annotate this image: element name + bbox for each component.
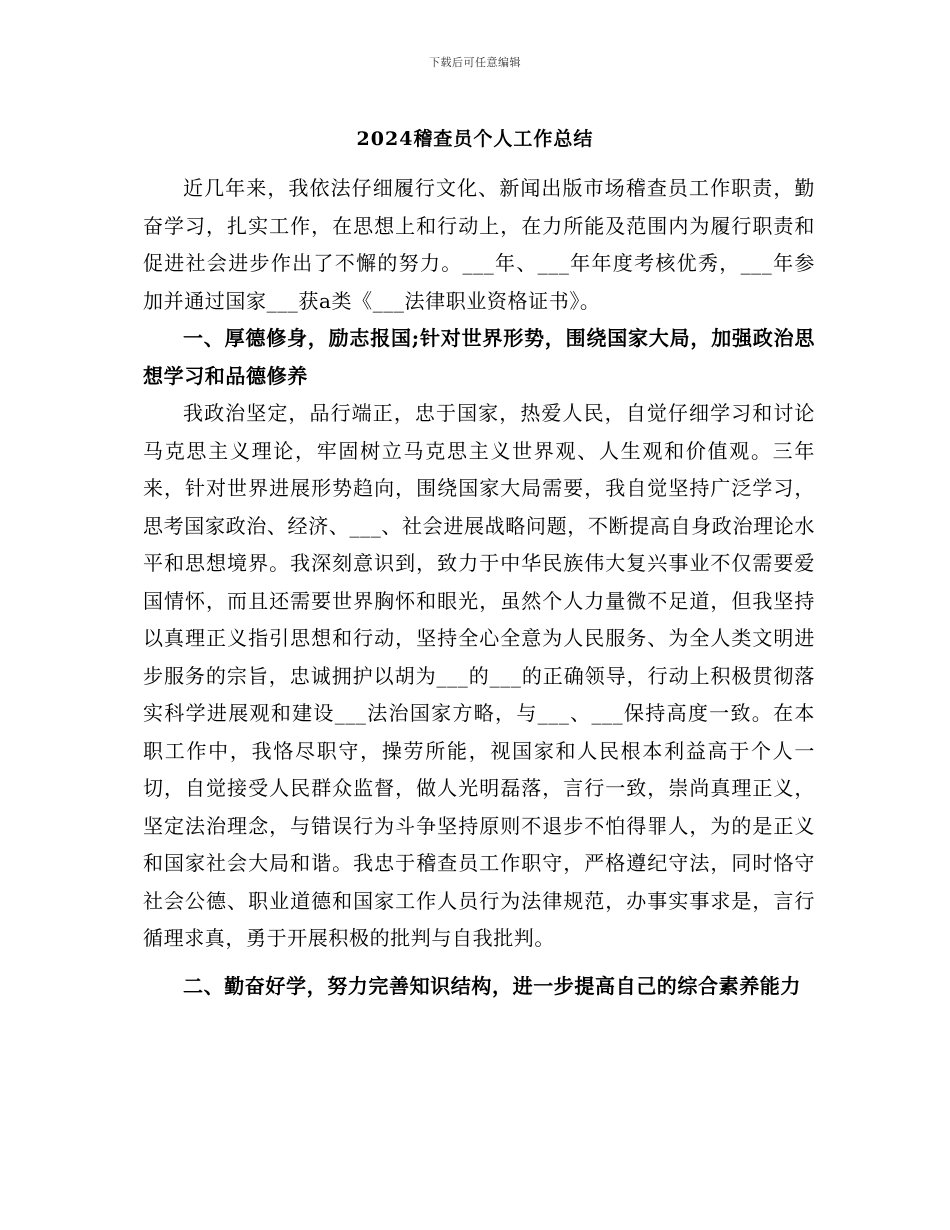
document-body bbox=[143, 170, 815, 1005]
section-2-heading: 二、勤奋好学，努力完善知识结构，进一步提高自己的综合素养能力 bbox=[183, 973, 801, 998]
section-1-heading: 一、厚德修身，励志报国;针对世界形势，围绕国家大局，加强政治思想学习和品德修养 bbox=[143, 326, 815, 388]
intro-paragraph: 近几年来，我依法仔细履行文化、新闻出版市场稽查员工作职责，勤奋学习，扎实工作，在思想上和行动上，在力所能及范围内为履行职责和促进社会进步作出了不懈的努力。___年、___年年度考核优秀，___年参加并通过国家___获a类《___法律职业资格证书》。 bbox=[143, 176, 815, 313]
document-title: 2024稽查员个人工作总结 bbox=[356, 128, 594, 150]
header-note: 下载后可任意编辑 bbox=[429, 56, 521, 69]
section-1-body: 我政治坚定，品行端正，忠于国家，热爱人民，自觉仔细学习和讨论马克思主义理论，牢固树立马克思主义世界观、人生观和价值观。三年来，针对世界进展形势趋向，围绕国家大局需要，我自觉坚持广泛学习，思考国家政治、经济、___、社会进展战略问题，不断提高自身政治理论水平和思想境界。我深刻意识到，致力于中华民族伟大复兴事业不仅需要爱国情怀，而且还需要世界胸怀和眼光，虽然个人力量微不足道，但我坚持以真理正义指引思想和行动，坚持全心全意为人民服务、为全人类文明进步服务的宗旨，忠诚拥护以胡为___的___的正确领导，行动上积极贯彻落实科学进展观和建设___法治国家方略，与___、___保持高度一致。在本职工作中，我恪尽职守，操劳所能，视国家和人民根本利益高于个人一切，自觉接受人民群众监督，做人光明磊落，言行一致，崇尚真理正义，坚定法治理念，与错误行为斗争坚持原则不退步不怕得罪人，为的是正义和国家社会大局和谐。我忠于稽查员工作职守，严格遵纪守法，同时恪守社会公德、职业道德和国家工作人员行为法律规范，办事实事求是，言行循理求真，勇于开展积极的批判与自我批判。 bbox=[143, 401, 815, 950]
